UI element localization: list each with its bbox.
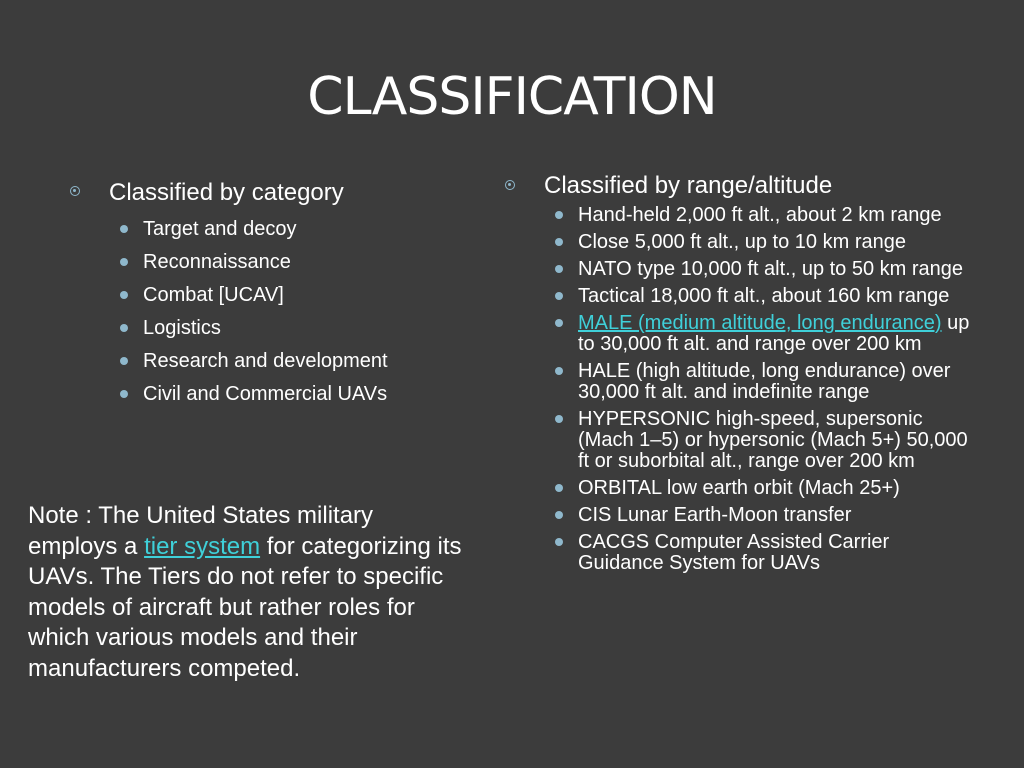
bullet-icon <box>555 367 563 375</box>
list-item: Research and development <box>117 349 388 373</box>
list-item: Combat [UCAV] <box>117 283 388 307</box>
list-item: ORBITAL low earth orbit (Mach 25+) <box>552 478 972 499</box>
list-item: HALE (high altitude, long endurance) over 30,000 ft alt. and indefinite range <box>552 361 972 403</box>
list-item: Hand-held 2,000 ft alt., about 2 km range <box>552 205 972 226</box>
tier-system-link[interactable]: tier system <box>144 532 261 560</box>
bullet-icon <box>555 415 563 423</box>
list-item: Target and decoy <box>117 217 388 241</box>
slide-title: CLASSIFICATION <box>307 67 717 127</box>
bullet-icon <box>555 265 563 273</box>
list-item: Logistics <box>117 316 388 340</box>
category-list <box>117 217 388 415</box>
list-item: CACGS Computer Assisted Carrier Guidance System for UAVs <box>552 532 972 574</box>
bullet-icon <box>555 511 563 519</box>
list-item: HYPERSONIC high-speed, supersonic (Mach 1–5) or hypersonic (Mach 5+) 50,000 ft or suborbital alt., range over 200 km <box>552 409 972 472</box>
bullet-icon <box>120 258 128 266</box>
left-heading: Classified by category <box>109 179 344 206</box>
bullet-icon <box>120 225 128 233</box>
bullet-icon <box>555 292 563 300</box>
heading-bullet-icon <box>70 186 80 196</box>
bullet-icon <box>120 324 128 332</box>
heading-bullet-icon <box>505 180 515 190</box>
list-item: Reconnaissance <box>117 250 388 274</box>
bullet-icon <box>555 319 563 327</box>
bullet-icon <box>120 390 128 398</box>
list-item: Close 5,000 ft alt., up to 10 km range <box>552 232 972 253</box>
list-item: NATO type 10,000 ft alt., up to 50 km range <box>552 259 972 280</box>
bullet-icon <box>555 538 563 546</box>
bullet-icon <box>555 238 563 246</box>
list-item: CIS Lunar Earth-Moon transfer <box>552 505 972 526</box>
bullet-icon <box>120 357 128 365</box>
list-item: Civil and Commercial UAVs <box>117 382 388 406</box>
bullet-icon <box>555 211 563 219</box>
right-heading: Classified by range/altitude <box>544 172 833 199</box>
range-altitude-list <box>552 205 972 580</box>
tier-system-note: Note : The United States military employs a tier system for categorizing its UAVs. The Tiers do not refer to specific models of aircraft but rather roles for which various models and their manufacturers competed. <box>28 502 462 682</box>
bullet-icon <box>555 484 563 492</box>
bullet-icon <box>120 291 128 299</box>
list-item: Tactical 18,000 ft alt., about 160 km range <box>552 286 972 307</box>
male-link[interactable]: MALE (medium altitude, long endurance) <box>578 312 942 334</box>
list-item: MALE (medium altitude, long endurance) up to 30,000 ft alt. and range over 200 km <box>552 313 972 355</box>
